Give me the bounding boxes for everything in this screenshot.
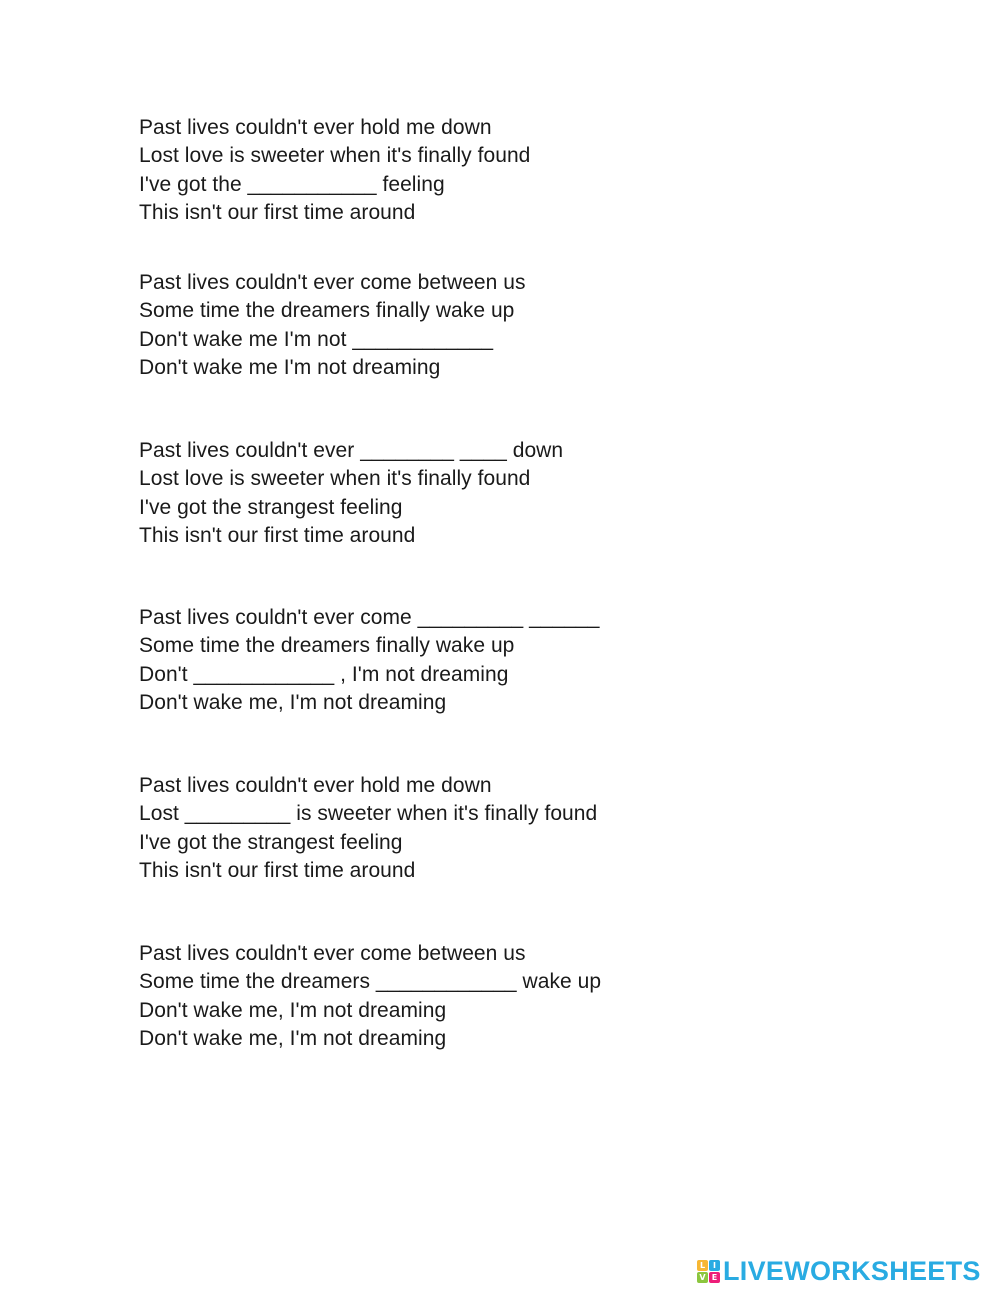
logo-tile-v: V: [697, 1272, 708, 1283]
lyric-line: This isn't our first time around: [139, 200, 416, 224]
lyric-line-with-blank[interactable]: Don't ____________ , I'm not dreaming: [139, 662, 509, 686]
lyric-line-with-blank[interactable]: Some time the dreamers ____________ wake up: [139, 970, 602, 994]
logo-tile-l: L: [697, 1260, 708, 1271]
stanza-6: [139, 940, 601, 1053]
liveworksheets-logo: [697, 1254, 981, 1288]
lyric-line: Don't wake me, I'm not dreaming: [139, 690, 447, 714]
stanza-1: [139, 114, 530, 227]
stanza-4: [139, 604, 599, 717]
lyric-line-with-blank[interactable]: Don't wake me I'm not ____________: [139, 327, 494, 351]
lyric-line: Past lives couldn't ever hold me down: [139, 116, 492, 139]
lyric-line-with-blank[interactable]: I've got the ___________ feeling: [139, 172, 445, 196]
live-logo-icon: [697, 1260, 720, 1283]
lyric-line: I've got the strangest feeling: [139, 495, 403, 519]
lyric-line: This isn't our first time around: [139, 858, 416, 882]
stanza-2: [139, 269, 526, 382]
lyric-line: Past lives couldn't ever hold me down: [139, 774, 492, 797]
lyric-line: I've got the strangest feeling: [139, 830, 403, 854]
lyric-line: Some time the dreamers finally wake up: [139, 299, 515, 323]
lyric-line: Don't wake me, I'm not dreaming: [139, 1026, 447, 1050]
lyric-line: Lost love is sweeter when it's finally found: [139, 144, 531, 168]
lyric-line: Lost love is sweeter when it's finally found: [139, 467, 531, 491]
logo-tile-e: E: [709, 1272, 720, 1283]
stanza-5: [139, 772, 597, 885]
lyric-line-with-blank[interactable]: Past lives couldn't ever ________ ____ down: [139, 439, 564, 462]
lyric-line: Don't wake me, I'm not dreaming: [139, 998, 447, 1022]
lyric-line: Don't wake me I'm not dreaming: [139, 355, 441, 379]
lyric-line: Past lives couldn't ever come between us: [139, 942, 526, 965]
lyric-line: Some time the dreamers finally wake up: [139, 634, 515, 658]
lyric-line-with-blank[interactable]: Lost _________ is sweeter when it's finally found: [139, 802, 598, 826]
lyric-line: This isn't our first time around: [139, 523, 416, 547]
lyric-line: Past lives couldn't ever come between us: [139, 271, 526, 294]
brand-wordmark: LIVEWORKSHEETS: [723, 1256, 981, 1286]
logo-tile-i: I: [709, 1260, 720, 1271]
lyric-line-with-blank[interactable]: Past lives couldn't ever come _________ ______: [139, 606, 600, 629]
stanza-3: [139, 437, 563, 550]
